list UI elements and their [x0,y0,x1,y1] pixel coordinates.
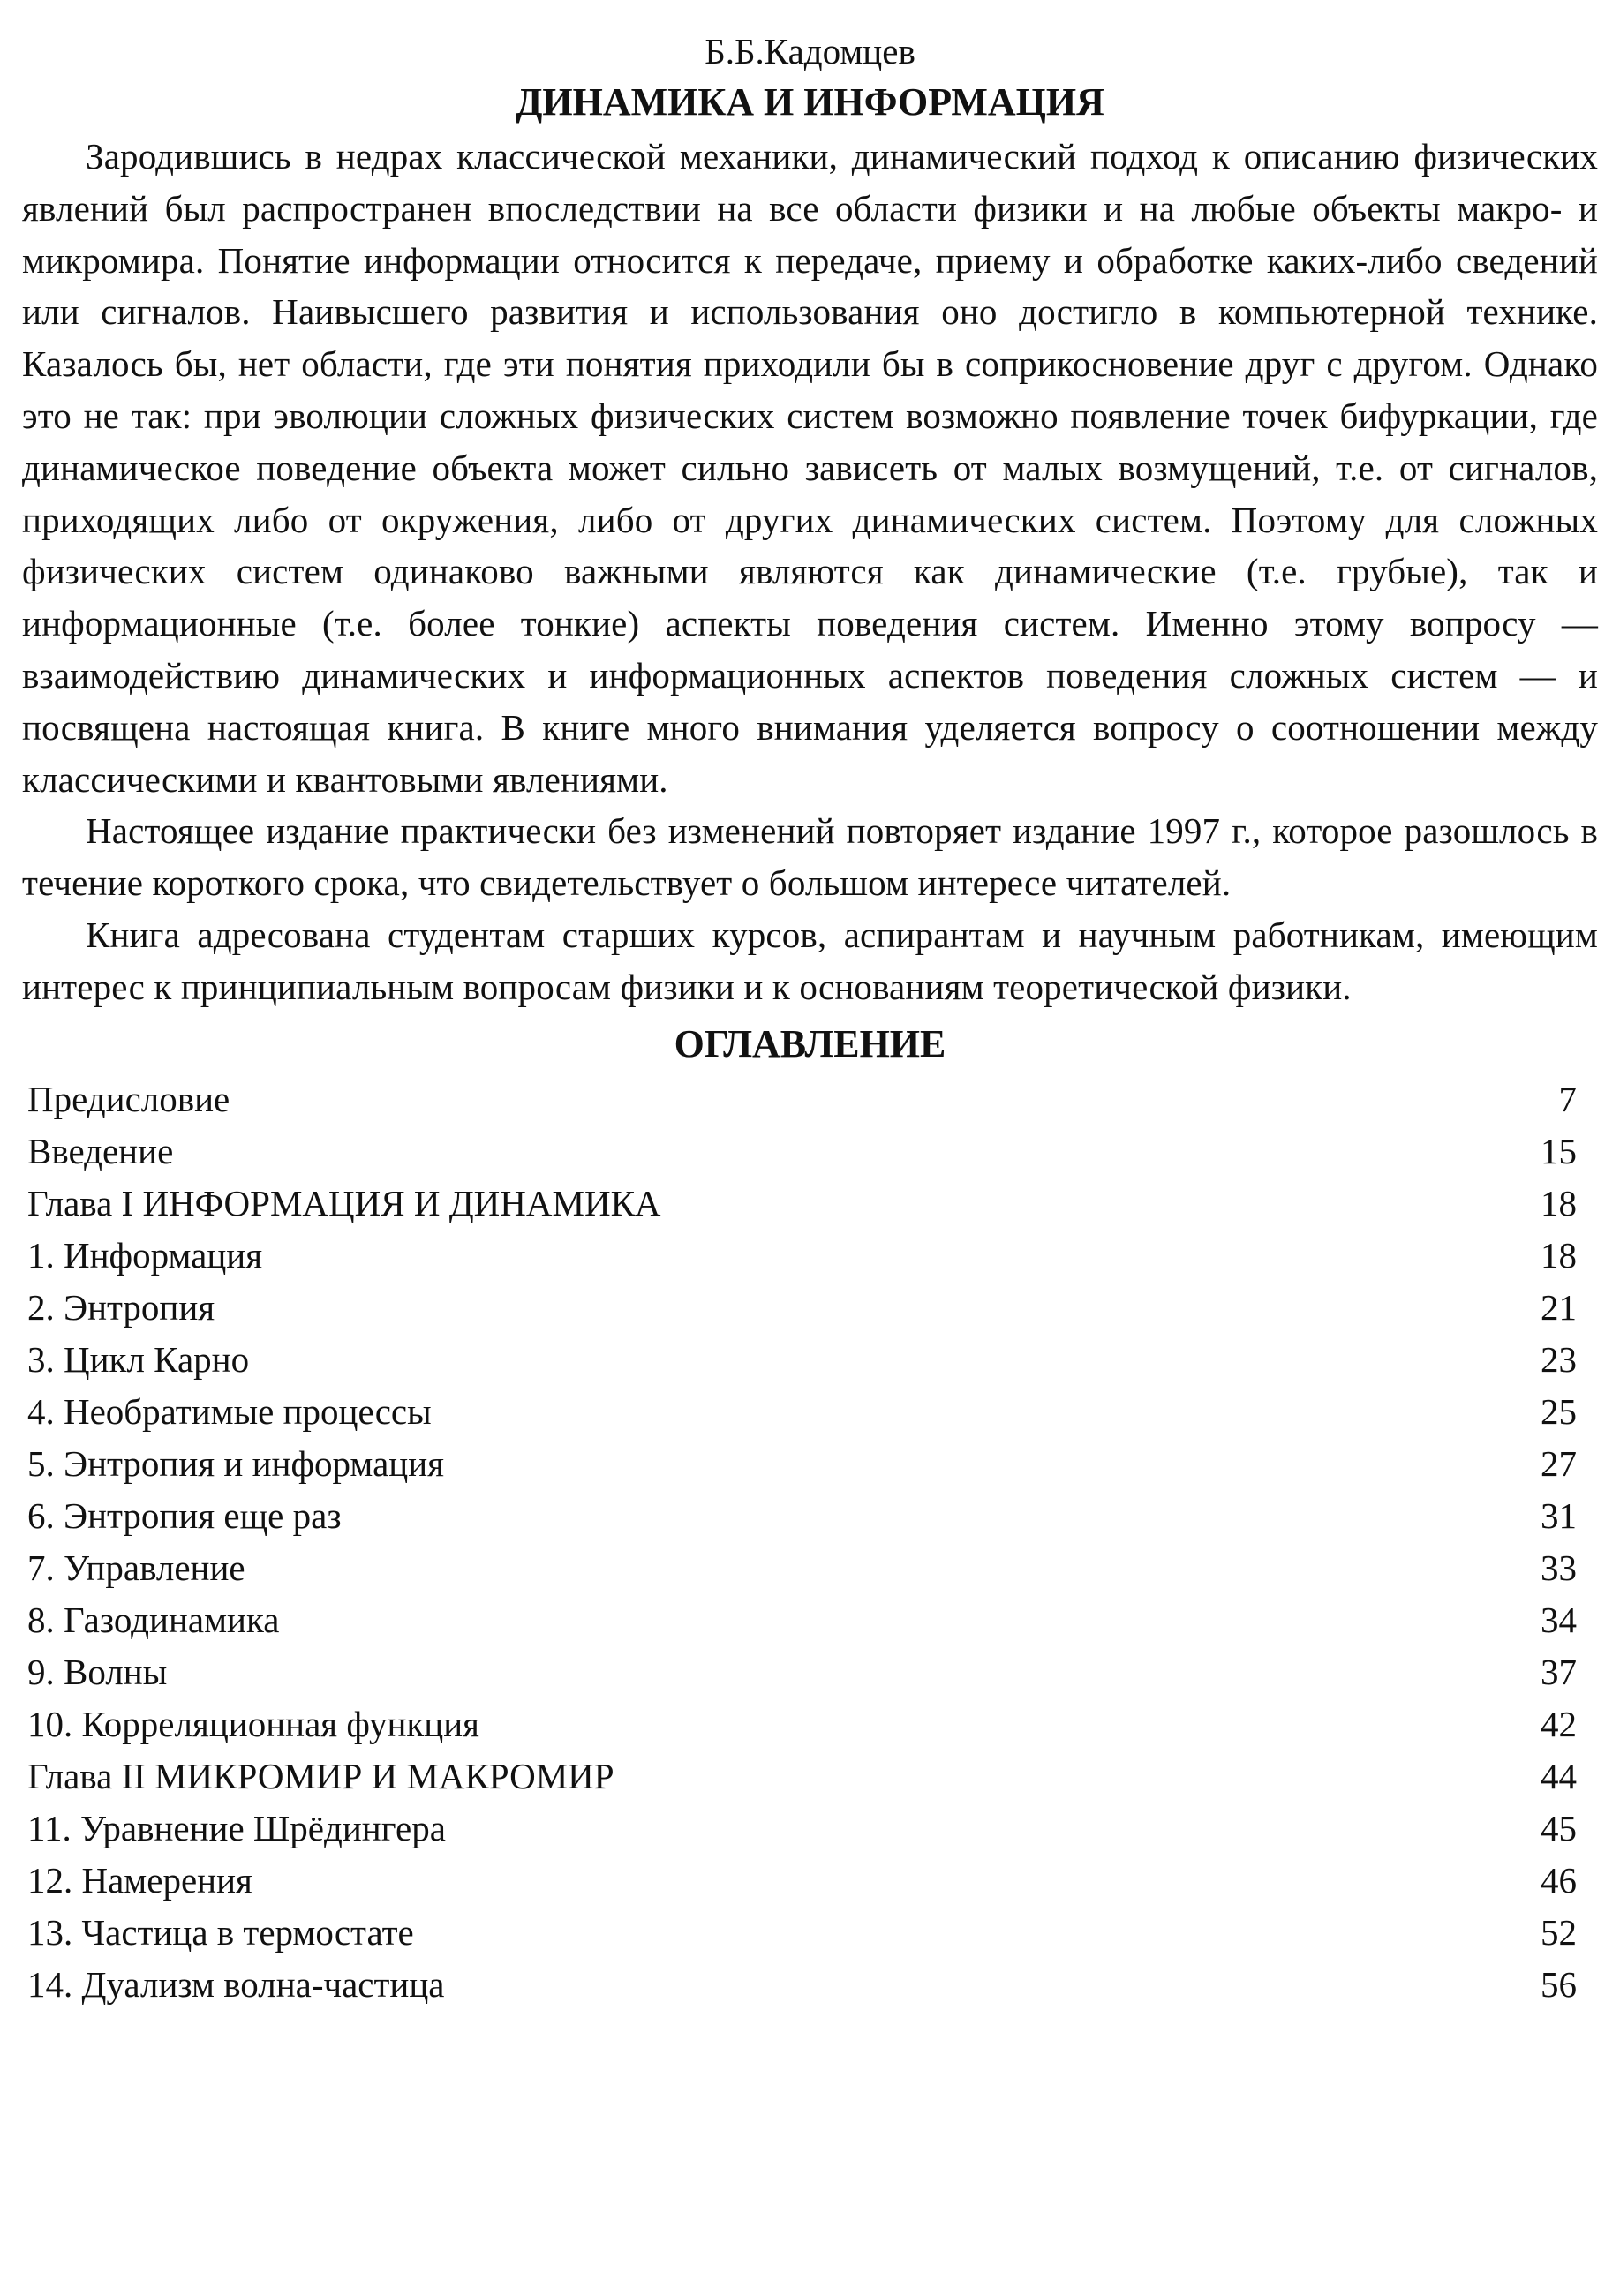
toc-entry [27,1386,1577,1438]
toc-entry-page: 18 [1541,1182,1577,1223]
toc-entry-page: 37 [1541,1651,1577,1692]
toc-entry-label: 12. Намерения [27,1859,252,1901]
toc-entry [27,1282,1577,1334]
toc-entry-label: 9. Волны [27,1651,168,1692]
table-of-contents [27,1073,1577,2011]
toc-entry-label: 8. Газодинамика [27,1599,280,1640]
toc-entry-label: Глава I ИНФОРМАЦИЯ И ДИНАМИКА [27,1182,661,1223]
toc-entry-label: 1. Информация [27,1234,263,1276]
toc-entry-page: 31 [1541,1494,1577,1536]
abstract [22,131,1598,1013]
toc-entry [27,1542,1577,1594]
toc-entry-label: 2. Энтропия [27,1286,215,1328]
toc-entry-label: 6. Энтропия еще раз [27,1494,342,1536]
book-title: ДИНАМИКА И ИНФОРМАЦИЯ [516,80,1104,124]
toc-chapter [27,1750,1577,1803]
toc-entry [27,1855,1577,1907]
toc-entry-page: 23 [1541,1338,1577,1380]
toc-entry-label: 3. Цикл Карно [27,1338,250,1380]
toc-entry-page: 34 [1541,1599,1577,1640]
toc-entry [27,1490,1577,1542]
toc-chapter [27,1178,1577,1230]
toc-entry-page: 27 [1541,1442,1577,1484]
toc-entry [27,1334,1577,1386]
toc-entry-label: 7. Управление [27,1547,245,1588]
toc-entry-page: 21 [1541,1286,1577,1328]
toc-entry-page: 18 [1541,1234,1577,1276]
toc-entry [27,1438,1577,1490]
toc-entry-label: 5. Энтропия и информация [27,1442,445,1484]
toc-entry-page: 33 [1541,1547,1577,1588]
toc-entry-label: 10. Корреляционная функция [27,1703,480,1744]
toc-entry [27,1959,1577,2011]
toc-entry [27,1073,1577,1125]
toc-entry-label: 13. Частица в термостате [27,1911,414,1953]
abstract-paragraph: Книга адресована студентам старших курсов, аспирантам и научным работникам, имеющим интерес к принципиальным вопросам физики и к основаниям теоретической физики. [22,914,1598,1007]
toc-entry [27,1125,1577,1178]
toc-entry-page: 45 [1541,1807,1577,1848]
toc-entry-page: 42 [1541,1703,1577,1744]
toc-entry-page: 7 [1558,1078,1577,1119]
toc-entry-label: 4. Необратимые процессы [27,1390,432,1432]
toc-entry-page: 52 [1541,1911,1577,1953]
toc-entry [27,1646,1577,1698]
toc-entry-page: 46 [1541,1859,1577,1901]
toc-entry-label: 14. Дуализм волна-частица [27,1963,445,2005]
toc-entry [27,1907,1577,1959]
author-name: Б.Б.Кадомцев [705,31,915,72]
toc-entry [27,1698,1577,1750]
document-page [22,26,1598,2011]
abstract-paragraph: Зародившись в недрах классической механики, динамический подход к описанию физических явлений был распространен впоследствии на все области физики и на любые объекты макро- и микромира. Понятие информации относится к передаче, приему и обработке каких-либо сведений или сигналов. Наивысшего развития и использования оно достигло в компьютерной технике. Казалось бы, нет области, где эти понятия приходили бы в соприкосновение друг с другом. Однако это не так: при эволюции сложных физических систем возможно появление точек бифуркации, где динамическое поведение объекта может сильно зависеть от малых возмущений, т.е. от сигналов, приходящих либо от окружения, либо от других динамических систем. Поэтому для сложных физических систем одинаково важными являются как динамические (т.е. грубые), так и информационные (т.е. более тонкие) аспекты поведения систем. Именно этому вопросу — взаимодействию динамических и информационных аспектов поведения сложных систем — и посвящена настоящая книга. В книге много внимания уделяется вопросу о соотношении между классическими и квантовыми явлениями. [22,136,1598,800]
abstract-paragraph: Настоящее издание практически без изменений повторяет издание 1997 г., которое разошлось в течение короткого срока, что свидетельствует о большом интересе читателей. [22,810,1598,904]
toc-entry-label: 11. Уравнение Шрёдингера [27,1807,446,1848]
toc-title: ОГЛАВЛЕНИЕ [674,1021,946,1065]
toc-entry [27,1594,1577,1646]
toc-entry-label: Глава II МИКРОМИР И МАКРОМИР [27,1755,614,1796]
toc-entry-label: Предисловие [27,1078,230,1119]
toc-entry-page: 56 [1541,1963,1577,2005]
toc-entry [27,1230,1577,1282]
toc-entry [27,1803,1577,1855]
toc-entry-page: 44 [1541,1755,1577,1796]
toc-entry-page: 15 [1541,1130,1577,1171]
toc-entry-label: Введение [27,1130,174,1171]
toc-entry-page: 25 [1541,1390,1577,1432]
